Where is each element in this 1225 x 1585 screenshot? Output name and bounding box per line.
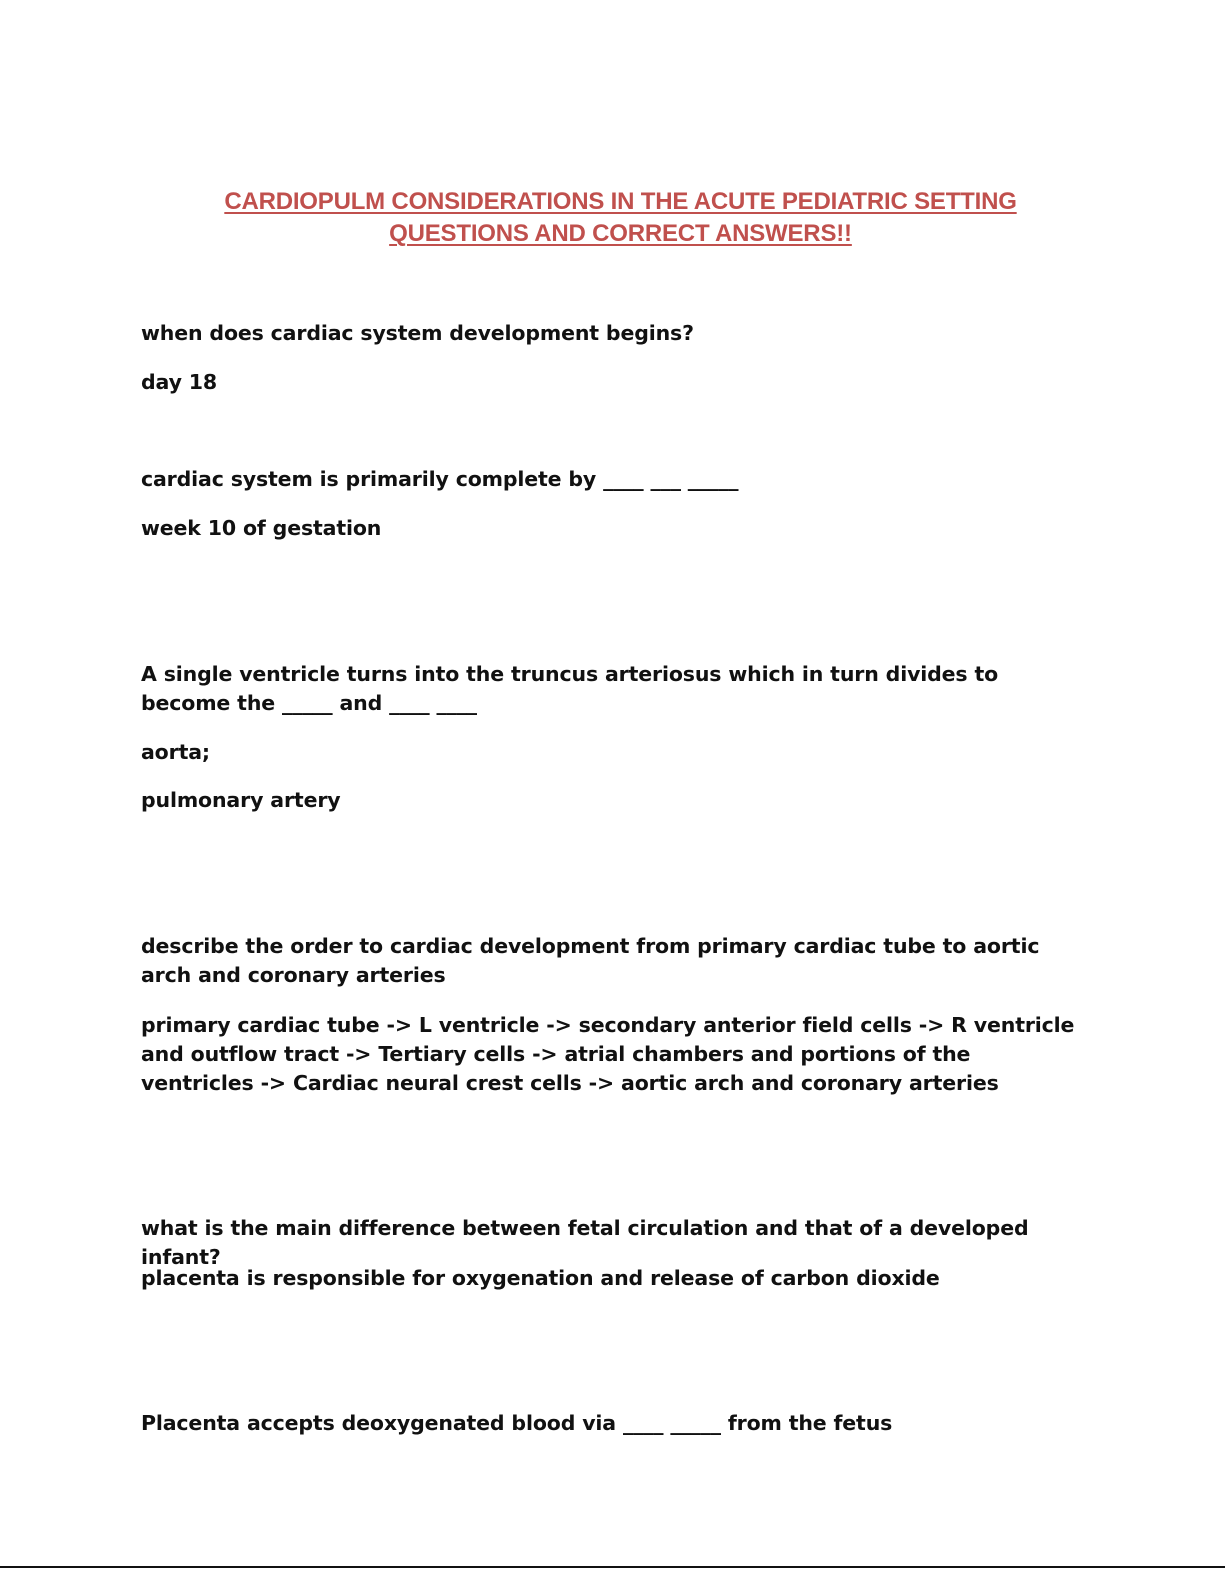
question-4: describe the order to cardiac development from primary cardiac tube to aortic arch and coronary arteries [141,934,1040,987]
document-title-line-1: CARDIOPULM CONSIDERATIONS IN THE ACUTE PEDIATRIC SETTING [224,188,1017,215]
question-1: when does cardiac system development begins? [141,321,694,345]
question-5: what is the main difference between fetal circulation and that of a developed infant? [141,1216,1029,1269]
question-2: cardiac system is primarily complete by ____ ___ _____ [141,467,739,491]
answer-3b: pulmonary artery [141,788,341,812]
answer-1: day 18 [141,370,218,394]
question-3: A single ventricle turns into the truncus arteriosus which in turn divides to become the _____ and ____ ____ [141,662,999,715]
page-bottom-divider [0,1566,1225,1568]
answer-5: placenta is responsible for oxygenation and release of carbon dioxide [141,1266,940,1290]
document-title-line-2: QUESTIONS AND CORRECT ANSWERS!! [389,220,852,247]
answer-3a: aorta; [141,740,210,764]
question-6: Placenta accepts deoxygenated blood via ____ _____ from the fetus [141,1411,893,1435]
answer-2: week 10 of gestation [141,516,382,540]
answer-4: primary cardiac tube -> L ventricle -> secondary anterior field cells -> R ventricle and outflow tract -> Tertiary cells -> atrial chambers and portions of the ventricles -> Cardiac neural crest cells -> aortic arch and coronary arteries [141,1013,1075,1095]
